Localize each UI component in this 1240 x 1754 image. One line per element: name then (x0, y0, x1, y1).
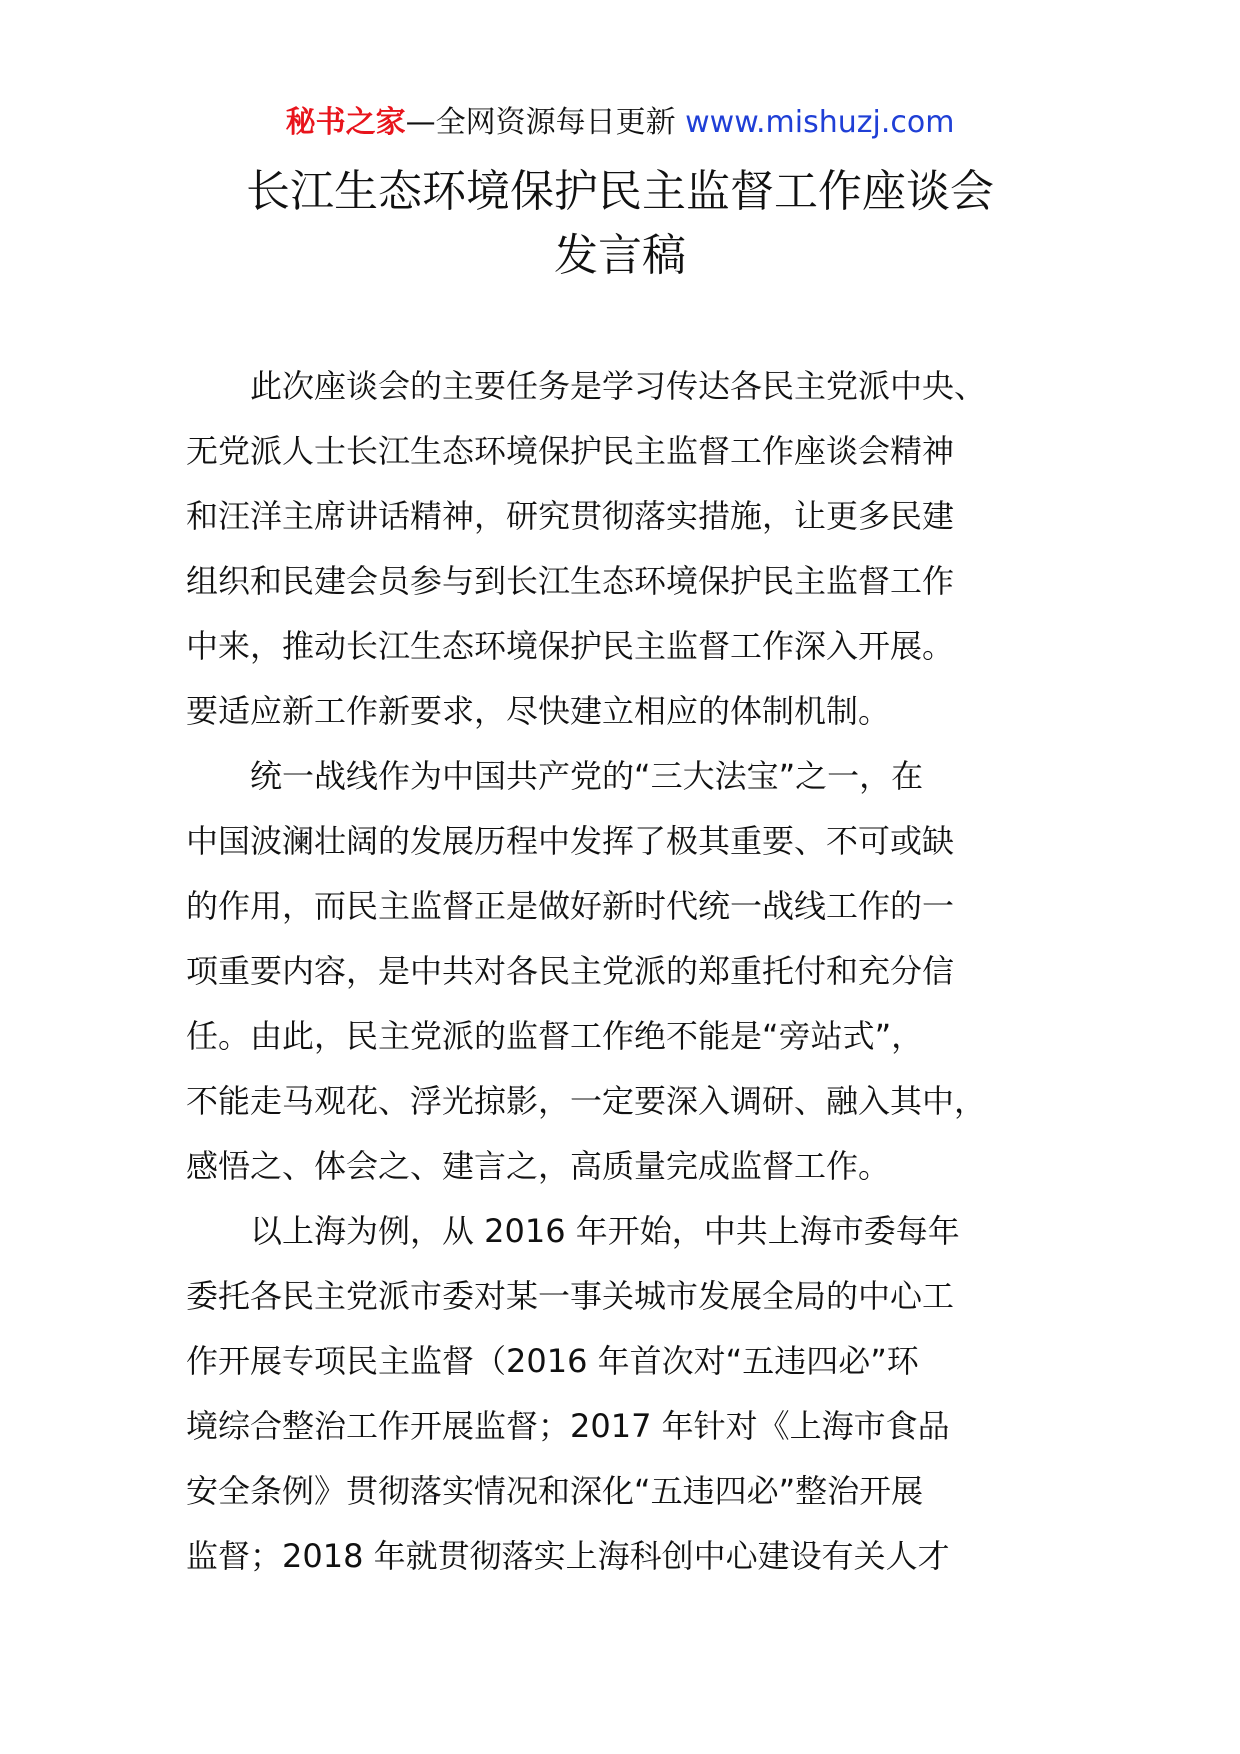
brand-name: 秘书之家 (285, 105, 406, 140)
body-line: 此次座谈会的主要任务是学习传达各民主党派中央、 (250, 367, 987, 405)
body-line: 任。由此，民主党派的监督工作绝不能是“旁站式”， (186, 1017, 924, 1055)
body-line: 中国波澜壮阔的发展历程中发挥了极其重要、不可或缺 (186, 822, 955, 860)
site-url-link[interactable]: www.mishuzj.com (685, 105, 955, 140)
title-line-1: 长江生态环境保护民主监督工作座谈会 (246, 166, 994, 217)
document-body (186, 354, 1066, 1589)
body-line: 统一战线作为中国共产党的“三大法宝”之一，在 (250, 757, 924, 795)
body-line: 无党派人士长江生态环境保护民主监督工作座谈会精神 (186, 432, 955, 470)
body-line: 以上海为例，从 2016 年开始，中共上海市委每年 (250, 1212, 960, 1250)
body-line: 境综合整治工作开展监督；2017 年针对《上海市食品 (186, 1407, 950, 1445)
body-line: 组织和民建会员参与到长江生态环境保护民主监督工作 (186, 562, 955, 600)
site-header (0, 103, 1240, 143)
document-title (0, 160, 1240, 288)
body-line: 中来，推动长江生态环境保护民主监督工作深入开展。 (186, 627, 955, 665)
paragraph-3 (186, 1199, 1066, 1589)
body-line: 项重要内容，是中共对各民主党派的郑重托付和充分信 (186, 952, 955, 990)
paragraph-1 (186, 354, 1066, 744)
body-line: 要适应新工作新要求，尽快建立相应的体制机制。 (186, 692, 891, 730)
body-line: 的作用，而民主监督正是做好新时代统一战线工作的一 (186, 887, 955, 925)
body-line: 作开展专项民主监督（2016 年首次对“五违四必”环 (186, 1342, 919, 1380)
body-line: 委托各民主党派市委对某一事关城市发展全局的中心工 (186, 1277, 955, 1315)
header-tagline: —全网资源每日更新 (405, 105, 686, 140)
body-line: 感悟之、体会之、建言之，高质量完成监督工作。 (186, 1147, 891, 1185)
body-line: 安全条例》贯彻落实情况和深化“五违四必”整治开展 (186, 1472, 924, 1510)
body-line: 和汪洋主席讲话精神，研究贯彻落实措施，让更多民建 (186, 497, 955, 535)
title-line-2: 发言稿 (554, 230, 686, 281)
body-line: 不能走马观花、浮光掠影，一定要深入调研、融入其中， (186, 1082, 987, 1120)
body-line: 监督；2018 年就贯彻落实上海科创中心建设有关人才 (186, 1537, 950, 1575)
paragraph-2 (186, 744, 1066, 1199)
